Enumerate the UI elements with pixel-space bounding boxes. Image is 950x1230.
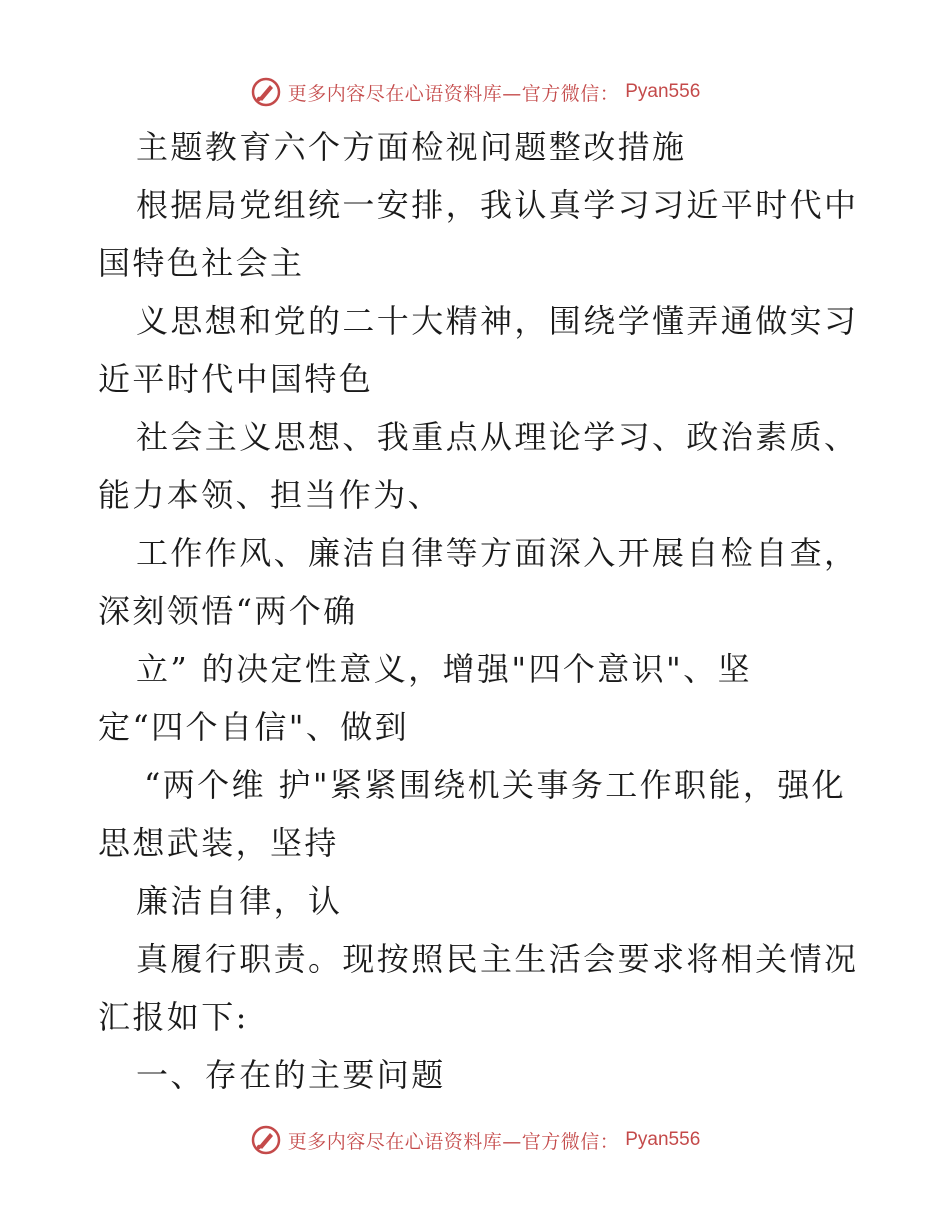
paragraph-line: “两个维 护"紧紧围绕机关事务工作职能，强化	[144, 766, 847, 804]
watermark-text: 更多内容尽在心语资料库—官方微信：	[287, 1130, 620, 1153]
brand-logo-icon	[250, 1124, 282, 1156]
paragraph-line: 廉洁自律，认	[136, 882, 343, 920]
document-body	[98, 118, 858, 1104]
document-title: 主题教育六个方面检视问题整改措施	[136, 128, 687, 166]
paragraph-line: 真履行职责。现按照民主生活会要求将相关情况	[136, 940, 859, 978]
watermark-wechat-id: Pyan556	[625, 81, 701, 102]
paragraph-line: 根据局党组统一安排，我认真学习习近平时代中	[136, 186, 859, 224]
paragraph-line: 国特色社会主	[98, 244, 305, 282]
section-heading: 一、存在的主要问题	[136, 1056, 446, 1094]
paragraph-line: 立” 的决定性意义，增强"四个意识"、坚	[136, 650, 752, 688]
watermark-wechat-id: Pyan556	[625, 1129, 701, 1150]
brand-logo-icon	[250, 76, 282, 108]
paragraph-line: 能力本领、担当作为、	[98, 476, 443, 514]
paragraph-line: 社会主义思想、我重点从理论学习、政治素质、	[136, 418, 859, 456]
paragraph-line: 义思想和党的二十大精神，围绕学懂弄通做实习	[136, 302, 859, 340]
paragraph-line: 汇报如下:	[98, 998, 249, 1036]
paragraph-line: 工作作风、廉洁自律等方面深入开展自检自查，	[136, 534, 859, 572]
watermark-text: 更多内容尽在心语资料库—官方微信：	[287, 82, 620, 105]
header-watermark	[0, 72, 950, 112]
footer-watermark	[0, 1120, 950, 1160]
paragraph-line: 近平时代中国特色	[98, 360, 374, 398]
paragraph-line: 深刻领悟“两个确	[98, 592, 358, 630]
paragraph-line: 思想武装，坚持	[98, 824, 339, 862]
paragraph-line: 定“四个自信"、做到	[98, 708, 410, 746]
